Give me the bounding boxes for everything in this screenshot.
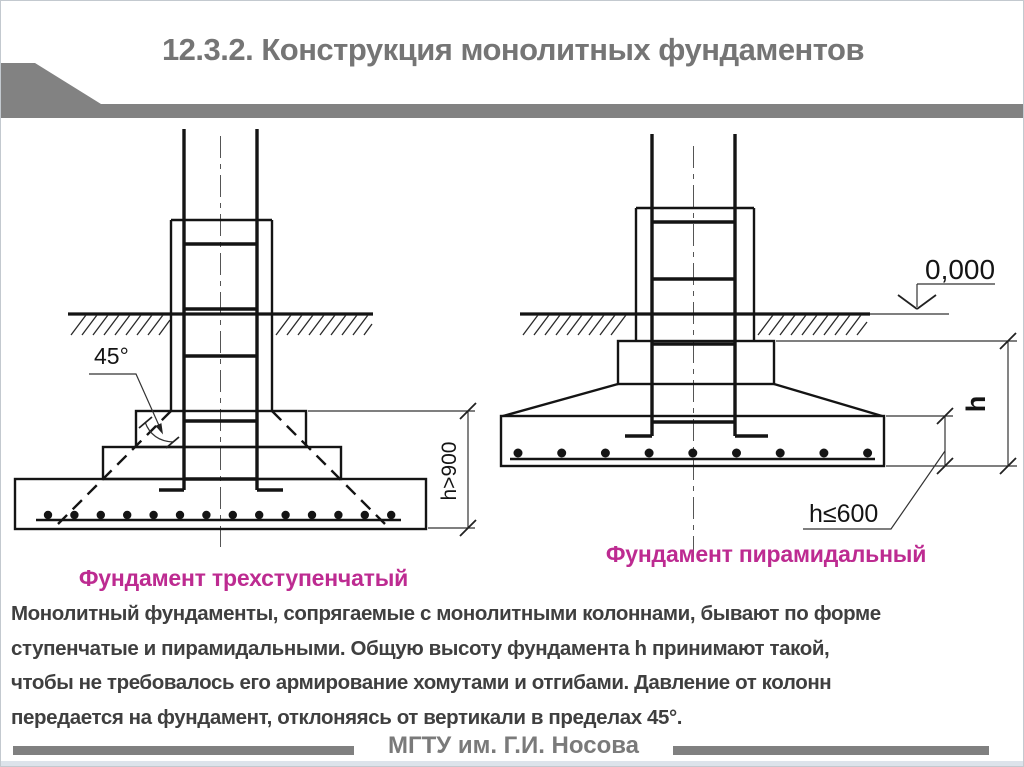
height-dimension: [776, 333, 1017, 474]
column-rebar: [625, 134, 768, 436]
slab-rebar: [510, 449, 875, 460]
caption-stepped-foundation: Фундамент трехступенчатый: [78, 565, 409, 591]
pyramid-slopes: [503, 384, 882, 416]
foundation-drawing: [1, 121, 1024, 601]
footer-bar-left: [13, 746, 354, 755]
body-line-4: передается на фундамент, отклоняясь от вертикали в пределах 45°.: [11, 705, 683, 729]
caption-pyramidal-foundation: Фундамент пирамидальный: [605, 541, 927, 567]
ground-hatching: [71, 315, 372, 335]
body-line-2: ступенчатые и пирамидальными. Общую высоту фундамента h принимают такой,: [11, 636, 830, 660]
pressure-spread-lines: [58, 411, 385, 524]
angle-label: 45°: [94, 343, 129, 369]
step-2: [103, 447, 341, 479]
height-dimension-label: h: [961, 395, 991, 413]
pedestal: [618, 341, 774, 384]
footer-organization: МГТУ им. Г.И. Носова: [387, 732, 640, 759]
pyramidal-foundation-diagram: [501, 134, 1017, 557]
ground-hatching: [523, 315, 867, 335]
stepped-foundation-diagram: [15, 129, 476, 547]
angle-annotation: [89, 343, 179, 448]
elevation-mark: [898, 254, 995, 309]
header-wedge-bar: [1, 63, 1024, 118]
body-line-3: чтобы не требовалось его армирование хомутами и отгибами. Давление от колонн: [11, 671, 832, 694]
body-line-1: Монолитный фундаменты, сопрягаемые с монолитными колоннами, бывают по форме: [11, 602, 881, 625]
slab-rebar: [36, 511, 401, 520]
height-dimension-label: h>900: [438, 441, 461, 501]
leader-arrowhead: [155, 423, 163, 434]
body-paragraph: [11, 597, 1019, 735]
page-title: 12.3.2. Конструкция монолитных фундаментов: [161, 32, 865, 67]
slab-thickness-dimension: [803, 408, 953, 529]
slab-thickness-label: h≤600: [809, 500, 879, 528]
elevation-label: 0,000: [925, 254, 996, 285]
bottom-strip: [1, 761, 1024, 766]
footer-bar-right: [673, 746, 989, 755]
